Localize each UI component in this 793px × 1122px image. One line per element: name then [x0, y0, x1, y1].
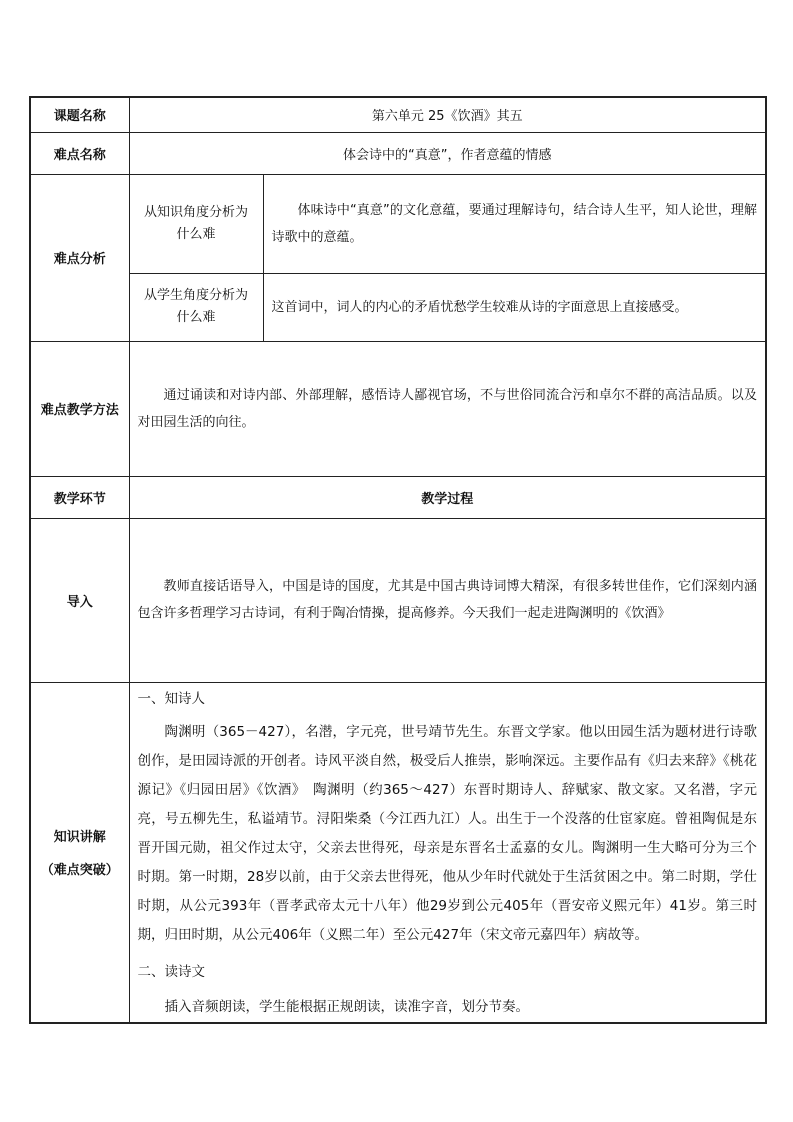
knowledge-row — [30, 682, 766, 1023]
knowledge-label-sub: （难点突破） — [40, 863, 119, 878]
analysis-row-knowledge — [30, 174, 766, 273]
student-angle-label: 从学生角度分析为什么难 — [129, 273, 263, 341]
section-know-poet-text: 陶渊明（365－427），名潜，字元亮，世号靖节先生。东晋文学家。他以田园生活为题材进行诗歌创作，是田园诗派的开创者。诗风平淡自然，极受后人推崇，影响深远。主要作品有《归去来辞》《桃花源记》《归园田居》《饮酒》 陶渊明（约365～427）东晋时期诗人、辞赋家、散文家。又名潜，字元亮，号五柳先生，私谥靖节。浔阳柴桑（今江西九江）人。出生于一个没落的仕宦家庭。曾祖陶侃是东晋开国元勋，祖父作过太守，父亲去世得死，母亲是东晋名士孟嘉的女儿。陶渊明一生大略可分为三个时期。第一时期，28岁以前，由于父亲去世得死，他从少年时代就处于生活贫困之中。第二时期，学仕时期，从公元393年（晋孝武帝太元十八年）他29岁到公元405年（晋安帝义熙元年）41岁。第三时期，归田时期，从公元406年（义熙二年）至公元427年（宋文帝元嘉四年）病故等。 — [137, 723, 757, 943]
knowledge-content — [129, 682, 766, 1023]
intro-label: 导入 — [30, 518, 129, 682]
stage-header: 教学环节 — [30, 476, 129, 518]
method-row — [30, 341, 766, 476]
analysis-label: 难点分析 — [30, 174, 129, 341]
title-row — [30, 97, 766, 132]
analysis-row-student — [30, 273, 766, 341]
method-label: 难点教学方法 — [30, 341, 129, 476]
student-angle-text: 这首词中，词人的内心的矛盾忧愁学生较难从诗的字面意思上直接感受。 — [263, 273, 766, 341]
method-text: 通过诵读和对诗内部、外部理解，感悟诗人鄙视官场，不与世俗同流合污和卓尔不群的高洁品质。以及对田园生活的向往。 — [129, 341, 766, 476]
section-read-poem-text: 插入音频朗读，学生能根据正规朗读，读准字音，划分节奏。 — [164, 998, 529, 1015]
knowledge-angle-label: 从知识角度分析为什么难 — [129, 174, 263, 273]
title-label: 课题名称 — [30, 97, 129, 132]
intro-row — [30, 518, 766, 682]
knowledge-label: 知识讲解 — [53, 830, 106, 845]
lesson-plan-table — [29, 96, 767, 1024]
section-read-poem-title: 二、读诗文 — [137, 963, 205, 980]
section-know-poet-title: 一、知诗人 — [137, 690, 205, 707]
difficulty-label: 难点名称 — [30, 132, 129, 174]
knowledge-label-cell — [30, 682, 129, 1023]
knowledge-angle-text: 体味诗中“真意”的文化意蕴，要通过理解诗句，结合诗人生平，知人论世，理解诗歌中的意蕴。 — [263, 174, 766, 273]
difficulty-value: 体会诗中的“真意”，作者意蕴的情感 — [129, 132, 766, 174]
difficulty-row — [30, 132, 766, 174]
process-header-row — [30, 476, 766, 518]
process-header: 教学过程 — [129, 476, 766, 518]
intro-text: 教师直接话语导入，中国是诗的国度，尤其是中国古典诗词博大精深，有很多转世佳作，它们深刻内涵包含许多哲理学习古诗词，有利于陶冶情操，提高修养。今天我们一起走进陶渊明的《饮酒》 — [129, 518, 766, 682]
title-value: 第六单元 25《饮酒》其五 — [129, 97, 766, 132]
